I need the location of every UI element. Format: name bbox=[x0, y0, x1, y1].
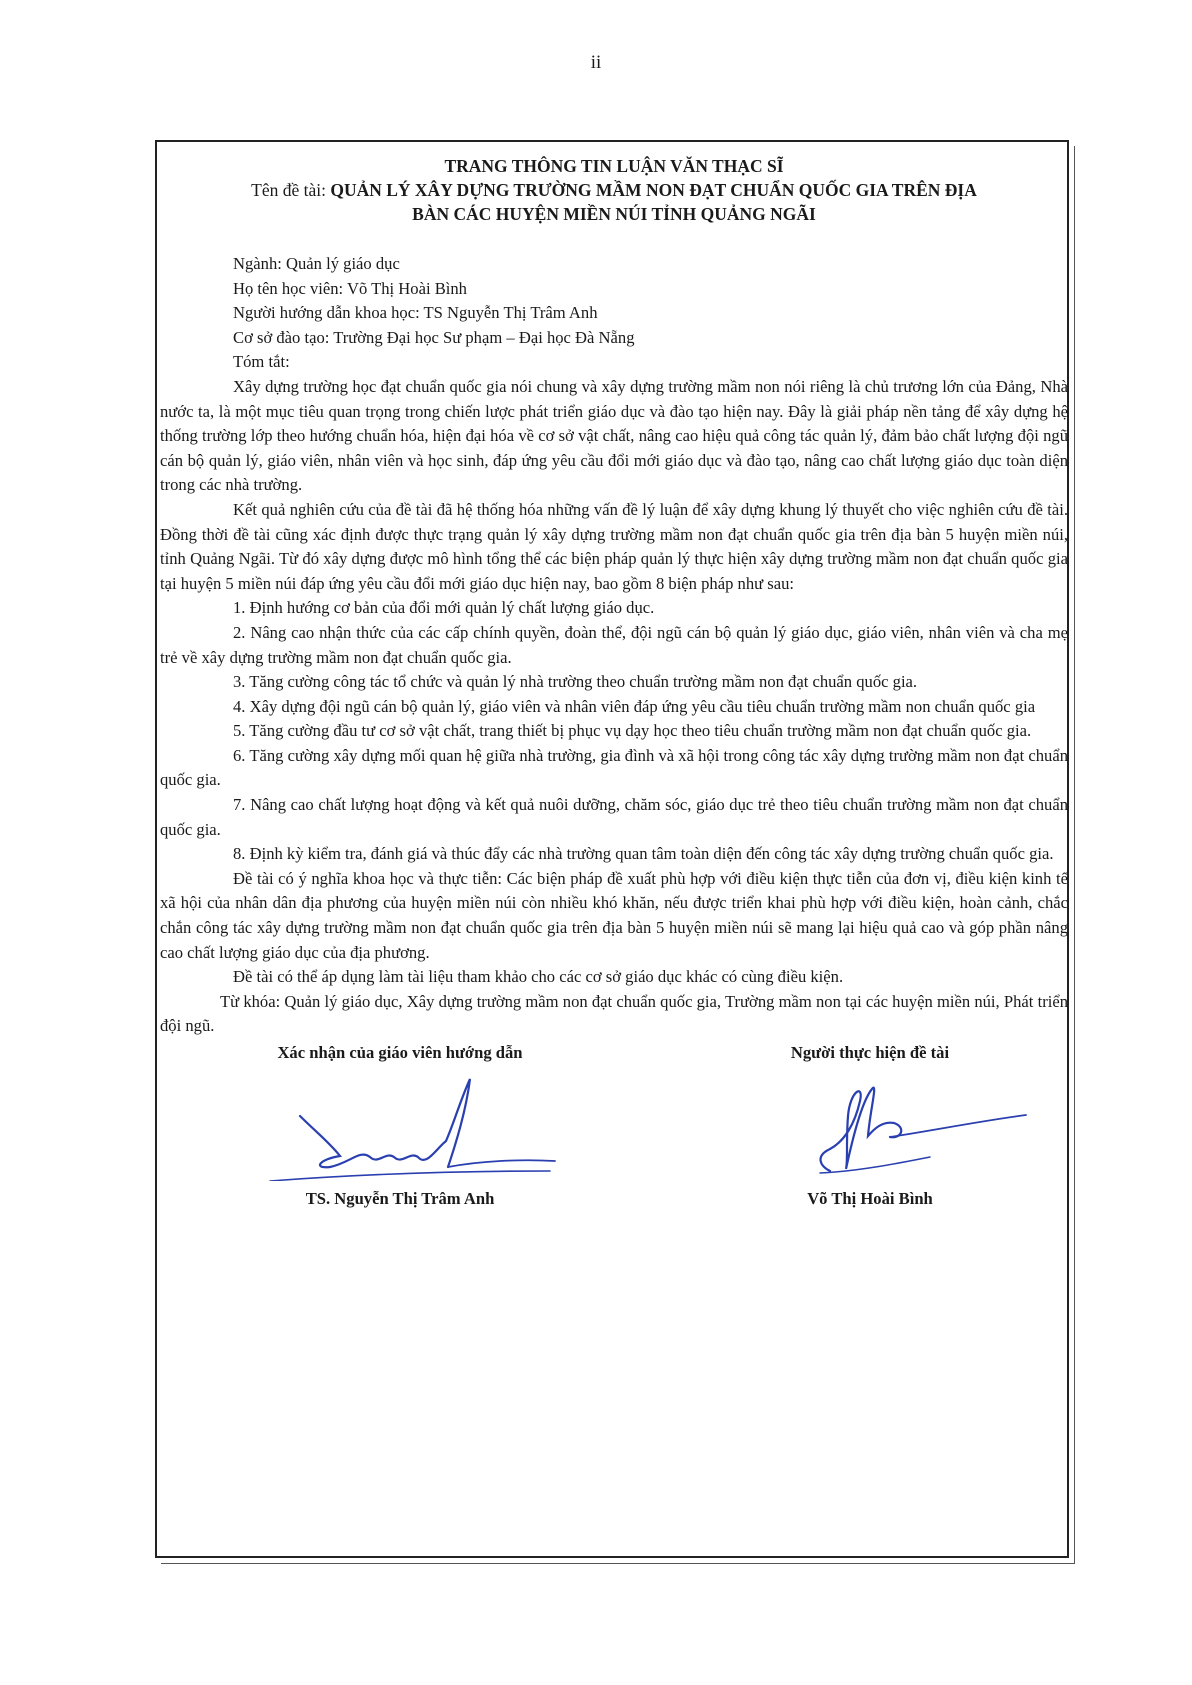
advisor-line: Người hướng dẫn khoa học: TS Nguyễn Thị Trâm Anh bbox=[233, 303, 598, 323]
advisor-signature-image bbox=[260, 1071, 560, 1181]
topic-heading bbox=[160, 178, 1068, 226]
significance-paragraph: Đề tài có ý nghĩa khoa học và thực tiễn: Các biện pháp đề xuất phù hợp với điều kiện thực tiễn của đơn vị, điều kiện kinh tế xã hội của nhân dân địa phương của huyện miền núi còn nhiều khó khăn, nếu được triển khai phù hợp với điều kiện, hoàn cảnh, chắc chắn công tác xây dựng trường mầm non đạt chuẩn quốc gia trên địa bàn 5 huyện miền núi sẽ mang lại hiệu quả cao và góp phần nâng cao chất lượng giáo dục của địa phương. bbox=[160, 868, 1068, 962]
measure-item: 4. Xây dựng đội ngũ cán bộ quản lý, giáo viên và nhân viên đáp ứng yêu cầu tiêu chuẩn trường mầm non chuẩn quốc gia bbox=[233, 696, 1036, 716]
info-page-content bbox=[160, 150, 1068, 1216]
author-signature-column bbox=[720, 1041, 1020, 1216]
student-line: Họ tên học viên: Võ Thị Hoài Bình bbox=[233, 278, 467, 298]
measure-item: 7. Nâng cao chất lượng hoạt động và kết quả nuôi dưỡng, chăm sóc, giáo dục trẻ theo tiêu chuẩn trường mầm non đạt chuẩn quốc gia. bbox=[160, 795, 1068, 839]
advisor-signature-column bbox=[220, 1041, 580, 1216]
signature-block bbox=[160, 1041, 1068, 1216]
author-name: Võ Thị Hoài Bình bbox=[807, 1189, 933, 1208]
topic-line-1: QUẢN LÝ XÂY DỰNG TRƯỜNG MẦM NON ĐẠT CHUẨN QUỐC GIA TRÊN ĐỊA bbox=[330, 180, 977, 200]
measure-item: 2. Nâng cao nhận thức của các cấp chính quyền, đoàn thể, đội ngũ cán bộ quản lý giáo dục, giáo viên, nhân viên và cha mẹ trẻ về xây dựng trường mầm non đạt chuẩn quốc gia. bbox=[160, 622, 1068, 667]
topic-line-2: BÀN CÁC HUYỆN MIỀN NÚI TỈNH QUẢNG NGÃI bbox=[412, 204, 816, 224]
institution-line: Cơ sở đào tạo: Trường Đại học Sư phạm – Đại học Đà Nẵng bbox=[233, 327, 635, 347]
advisor-name: TS. Nguyễn Thị Trâm Anh bbox=[305, 1189, 495, 1208]
measure-item: 1. Định hướng cơ bản của đổi mới quản lý chất lượng giáo dục. bbox=[233, 598, 655, 618]
keywords-paragraph: Từ khóa: Quản lý giáo dục, Xây dựng trường mầm non đạt chuẩn quốc gia, Trường mầm non tại các huyện miền núi, Phát triển đội ngũ. bbox=[160, 991, 1068, 1036]
measure-item: 8. Định kỳ kiểm tra, đánh giá và thúc đẩy các nhà trường quan tâm toàn diện đến công tác xây dựng trường chuẩn quốc gia. bbox=[233, 844, 1054, 864]
measure-item: 6. Tăng cường xây dựng mối quan hệ giữa nhà trường, gia đình và xã hội trong công tác xây dựng trường mầm non đạt chuẩn quốc gia. bbox=[160, 745, 1068, 790]
page-number: ii bbox=[590, 52, 602, 73]
author-label: Người thực hiện đề tài bbox=[790, 1043, 950, 1062]
summary-paragraph-1: Xây dựng trường học đạt chuẩn quốc gia nói chung và xây dựng trường mầm non nói riêng là chủ trương lớn của Đảng, Nhà nước ta, là một mục tiêu quan trọng trong chiến lược phát triển giáo dục và đào tạo hiện nay. Đây là giải pháp nền tảng để xây dựng hệ thống trường lớp theo hướng chuẩn hóa, hiện đại hóa về cơ sở vật chất, nâng cao hiệu quả công tác quản lý, đảm bảo chất lượng đội ngũ cán bộ quản lý, giáo viên, nhân viên và học sinh, đáp ứng yêu cầu đổi mới giáo dục và đào tạo, nâng cao chất lượng giáo dục toàn diện trong các nhà trường. bbox=[160, 376, 1068, 495]
advisor-confirm-label: Xác nhận của giáo viên hướng dẫn bbox=[277, 1043, 523, 1062]
measure-item: 3. Tăng cường công tác tổ chức và quản lý nhà trường theo chuẩn trường mầm non đạt chuẩn quốc gia. bbox=[233, 672, 918, 692]
measure-item: 5. Tăng cường đầu tư cơ sở vật chất, trang thiết bị phục vụ dạy học theo tiêu chuẩn trường mầm non đạt chuẩn quốc gia. bbox=[233, 721, 1032, 741]
author-signature-image bbox=[790, 1071, 1030, 1181]
applicability-paragraph: Đề tài có thể áp dụng làm tài liệu tham khảo cho các cơ sở giáo dục khác có cùng điều kiện. bbox=[233, 967, 844, 987]
summary-paragraph-2: Kết quả nghiên cứu của đề tài đã hệ thống hóa những vấn đề lý luận để xây dựng khung lý thuyết cho việc nghiên cứu đề tài. Đồng thời đề tài cũng xác định được thực trạng quản lý xây dựng trường mầm non đạt chuẩn quốc gia trên địa bàn 5 huyện miền núi, tỉnh Quảng Ngãi. Từ đó xây dựng được mô hình tổng thể các biện pháp quản lý thực hiện xây dựng trường mầm non đạt chuẩn quốc gia tại huyện 5 miền núi đáp ứng yêu cầu đổi mới giáo dục hiện nay, bao gồm 8 biện pháp như sau: bbox=[160, 499, 1068, 593]
page-title: TRANG THÔNG TIN LUẬN VĂN THẠC SĨ bbox=[444, 156, 784, 176]
major-line: Ngành: Quản lý giáo dục bbox=[233, 254, 400, 273]
topic-label: Tên đề tài: bbox=[251, 180, 331, 200]
summary-label: Tóm tắt: bbox=[233, 352, 290, 372]
